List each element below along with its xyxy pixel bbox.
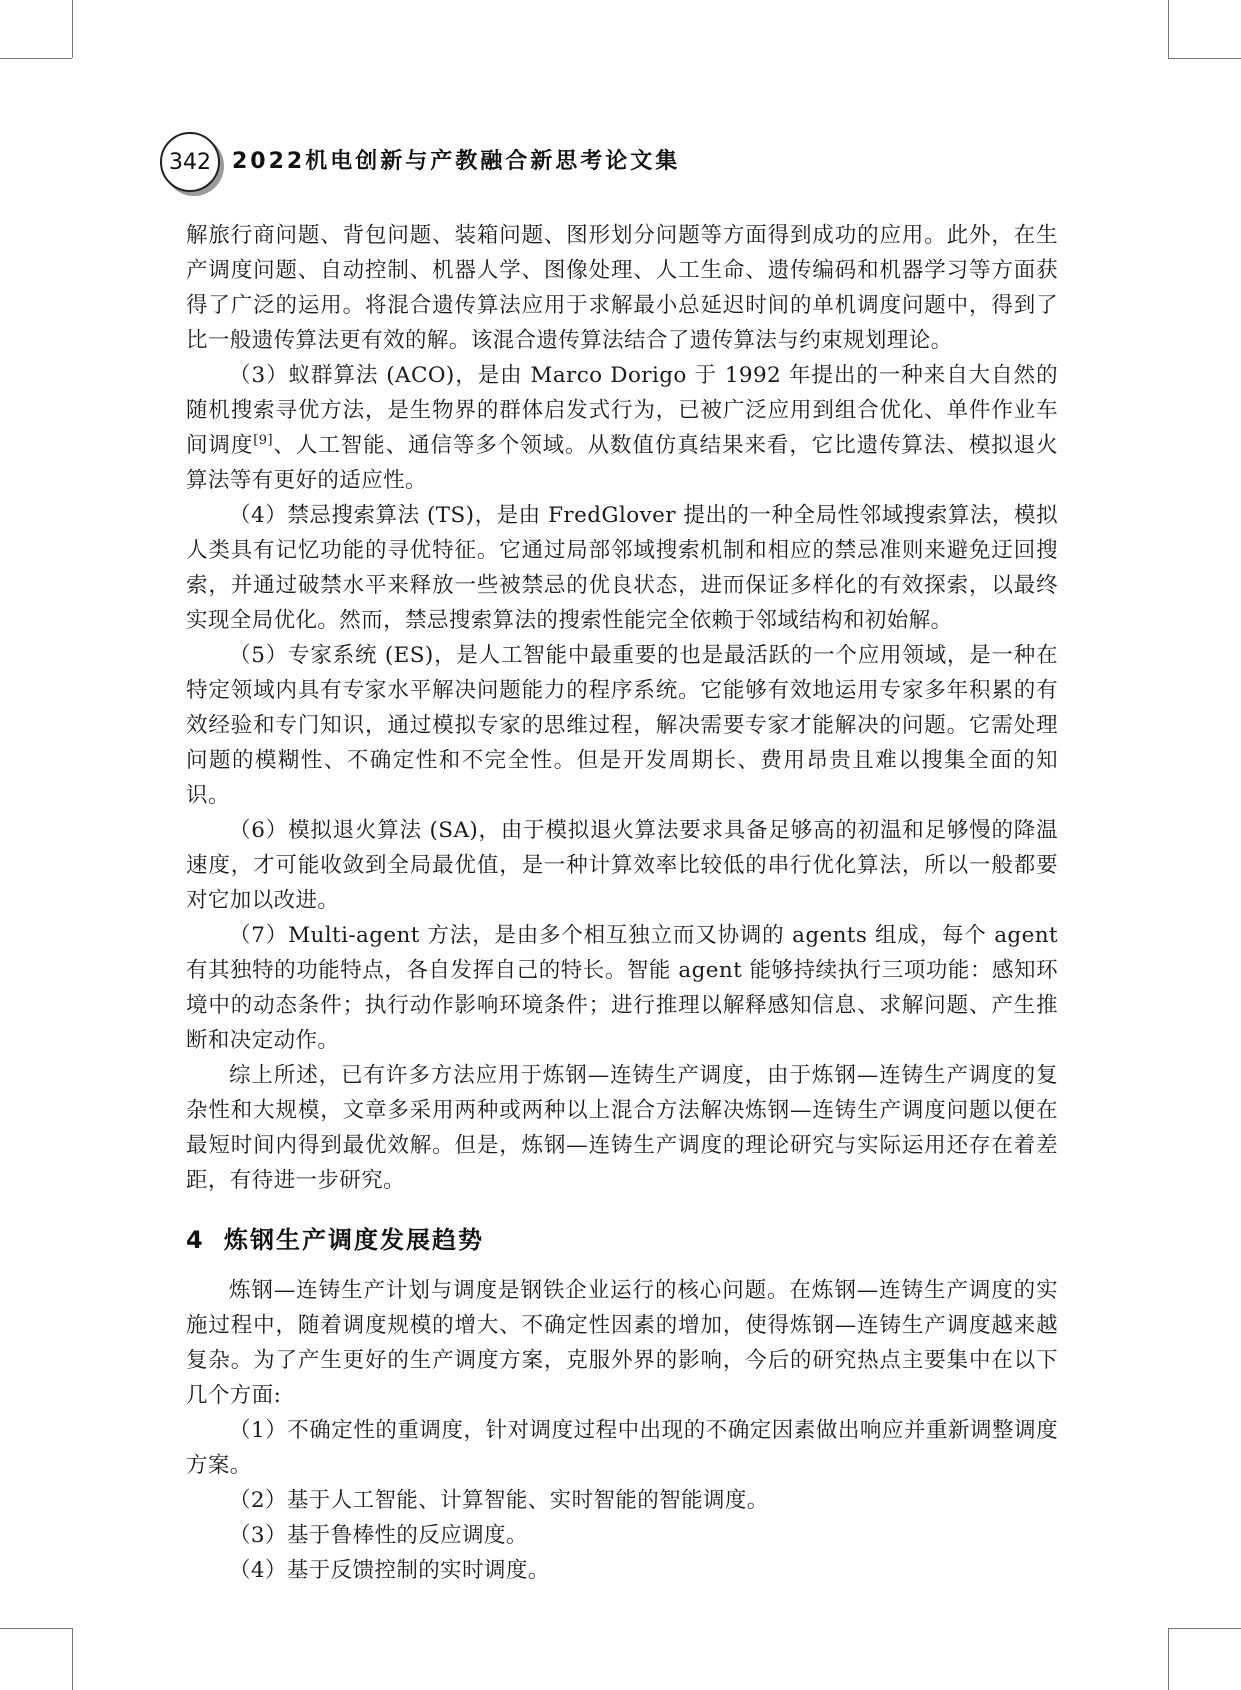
crop-mark <box>72 0 73 58</box>
paragraph-summary: 综上所述，已有许多方法应用于炼钢—连铸生产调度，由于炼钢—连铸生产调度的复杂性和大规模，文章多采用两种或两种以上混合方法解决炼钢—连铸生产调度问题以便在最短时间内得到最优效解。但是，炼钢—连铸生产调度的理论研究与实际运用还存在着差距，有待进一步研究。 <box>186 1063 1058 1193</box>
citation-ref: [9] <box>253 433 273 448</box>
list-item: （1）不确定性的重调度，针对调度过程中出现的不确定因素做出响应并重新调整调度方案。 <box>186 1418 1058 1478</box>
list-item: （3）基于鲁棒性的反应调度。 <box>229 1523 528 1548</box>
paragraph: 炼钢—连铸生产计划与调度是钢铁企业运行的核心问题。在炼钢—连铸生产调度的实施过程中，随着调度规模的增大、不确定性因素的增加，使得炼钢—连铸生产调度越来越复杂。为了产生更好的生产调度方案，克服外界的影响，今后的研究热点主要集中在以下几个方面: <box>186 1278 1058 1408</box>
section-number: 4 <box>186 1226 205 1254</box>
page-number: 342 <box>160 132 220 192</box>
section-heading <box>186 1220 1058 1255</box>
crop-mark <box>0 58 72 59</box>
section-title: 炼钢生产调度发展趋势 <box>224 1226 484 1254</box>
paragraph-es: （5）专家系统 (ES)，是人工智能中最重要的也是最活跃的一个应用领域，是一种在特定领域内具有专家水平解决问题能力的程序系统。它能够有效地运用专家多年积累的有效经验和专门知识，通过模拟专家的思维过程，解决需要专家才能解决的问题。它需处理问题的模糊性、不确定性和不完全性。但是开发周期长、费用昂贵且难以搜集全面的知识。 <box>186 643 1058 808</box>
paragraph-multiagent: （7）Multi-agent 方法，是由多个相互独立而又协调的 agents 组成，每个 agent 有其独特的功能特点，各自发挥自己的特长。智能 agent 能够持续执行三项功能：感知环境中的动态条件；执行动作影响环境条件；进行推理以解释感知信息、求解问题、产生推断和决定动作。 <box>186 923 1058 1053</box>
list-item: （2）基于人工智能、计算智能、实时智能的智能调度。 <box>229 1488 769 1513</box>
crop-mark <box>1168 1628 1241 1629</box>
page-body <box>186 218 1058 1588</box>
crop-mark <box>72 1628 73 1690</box>
running-header <box>160 128 1060 188</box>
paragraph-text: （3）蚁群算法 (ACO)，是由 Marco Dorigo 于 1992 年提出的一种来自大自然的随机搜索寻优方法，是生物界的群体启发式行为，已被广泛应用到组合优化、单件作业车间调度 <box>186 363 1058 458</box>
paragraph: 解旅行商问题、背包问题、装箱问题、图形划分问题等方面得到成功的应用。此外，在生产调度问题、自动控制、机器人学、图像处理、人工生命、遗传编码和机器学习等方面获得了广泛的运用。将混合遗传算法应用于求解最小总延迟时间的单机调度问题中，得到了比一般遗传算法更有效的解。该混合遗传算法结合了遗传算法与约束规划理论。 <box>186 223 1058 353</box>
paragraph-text: 、人工智能、通信等多个领域。从数值仿真结果来看，它比遗传算法、模拟退火算法等有更好的适应性。 <box>186 433 1058 493</box>
crop-mark <box>1168 58 1241 59</box>
paragraph-ts: （4）禁忌搜索算法 (TS)，是由 FredGlover 提出的一种全局性邻域搜索算法，模拟人类具有记忆功能的寻优特征。它通过局部邻域搜索机制和相应的禁忌准则来避免迂回搜索，并通过破禁水平来释放一些被禁忌的优良状态，进而保证多样化的有效探索，以最终实现全局优化。然而，禁忌搜索算法的搜索性能完全依赖于邻域结构和初始解。 <box>186 503 1058 633</box>
paragraph-sa: （6）模拟退火算法 (SA)，由于模拟退火算法要求具备足够高的初温和足够慢的降温速度，才可能收敛到全局最优值，是一种计算效率比较低的串行优化算法，所以一般都要对它加以改进。 <box>186 818 1058 913</box>
list-item: （4）基于反馈控制的实时调度。 <box>229 1558 550 1583</box>
crop-mark <box>1168 0 1169 58</box>
crop-mark <box>1168 1628 1169 1690</box>
crop-mark <box>0 1628 72 1629</box>
paragraph-aco <box>186 358 1058 498</box>
book-title: 2022机电创新与产教融合新思考论文集 <box>232 149 681 174</box>
